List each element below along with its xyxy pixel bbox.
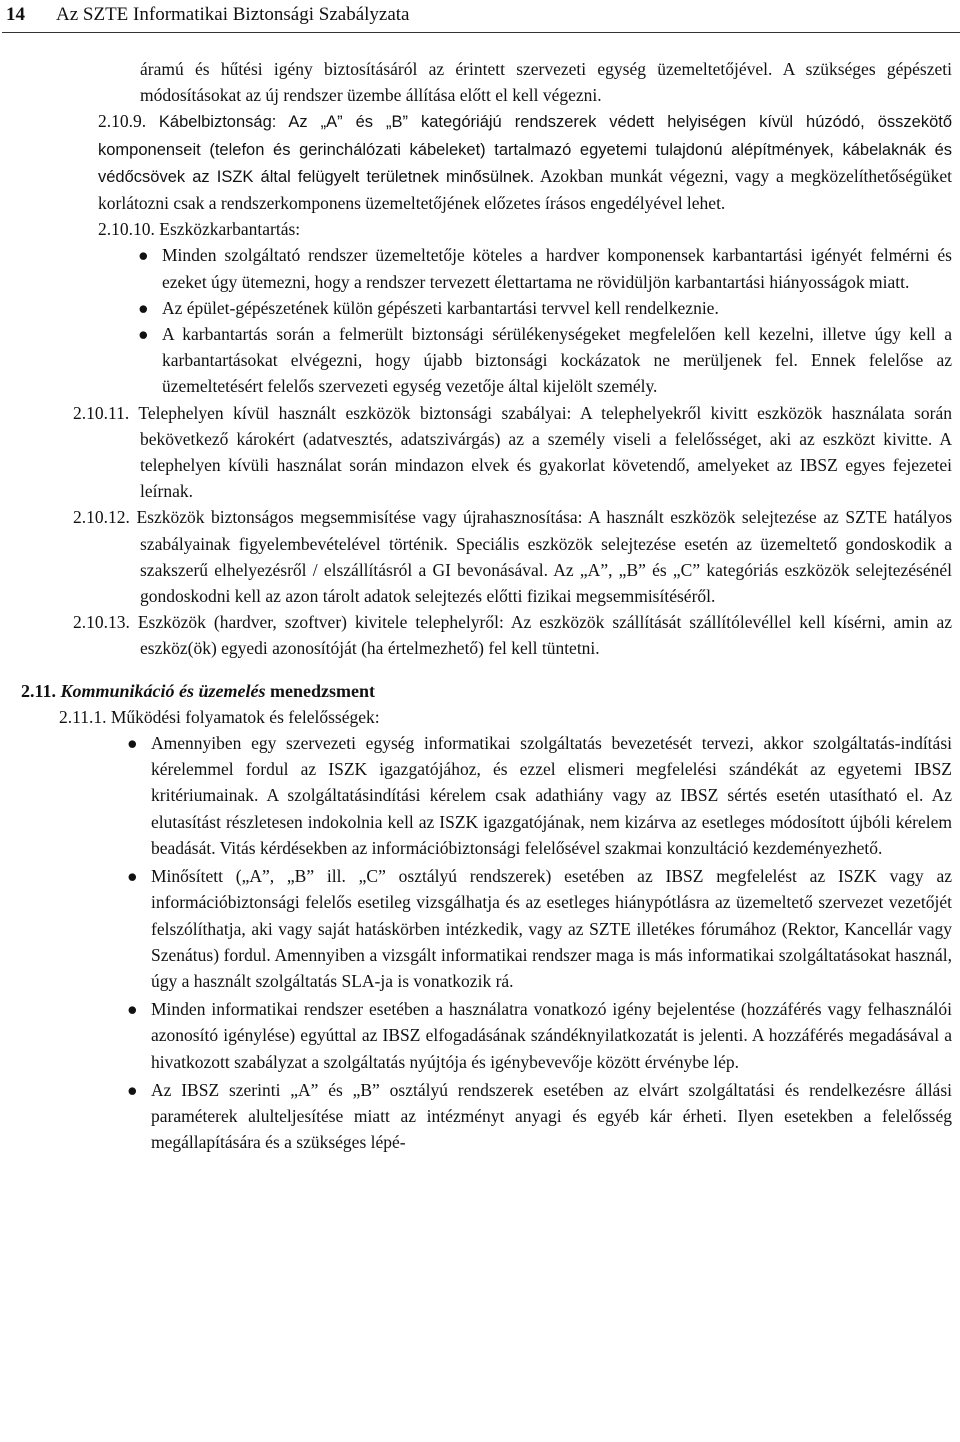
section-2-10-9 xyxy=(98,108,952,216)
list-item xyxy=(127,996,952,1075)
page-number: 14 xyxy=(6,4,25,25)
page-content xyxy=(0,56,960,1155)
list-item xyxy=(138,242,952,294)
page-header xyxy=(0,0,960,36)
section-text: Eszközök biztonságos megsemmisítése vagy újrahasznosítása: A használt eszközök selejtezése az SZTE hatályos szabályainak figyelembevételével történik. Speciális eszközök selejtezése esetén az üzemeltető gondoskodik a szakszerű elhelyezésről / elszállításról a GI bevonásával. Az „A”, „B” és „C” kategóriás eszközök selejtezésénél gondoskodni kell az azon tárolt adatok selejtezés előtti fizikai megsemmisítéséről. xyxy=(136,507,953,607)
section-text-b: Azokban munkát végezni, vagy a megközelíthetőségüket korlátozni csak a rendszerkomponens üzemeltetőjének előzetes írásos engedélyével lehet. xyxy=(98,165,952,214)
section-number: 2.10.12. xyxy=(73,507,130,528)
heading-title-italic: Kommunikáció és üzemelés xyxy=(60,680,266,701)
bullet-icon: ● xyxy=(138,245,149,266)
list-item xyxy=(127,863,952,994)
bullet-icon: ● xyxy=(127,999,138,1020)
section-2-10-10 xyxy=(98,216,952,242)
bullet-icon: ● xyxy=(127,733,138,754)
section-number: 2.10.10. xyxy=(98,219,155,240)
bullet-text: Az IBSZ szerinti „A” és „B” osztályú rendszerek esetében az elvárt szolgáltatási és rendelkezésre állási paraméterek alulteljesítése miatt az intézményt anyagi és egyéb kár érheti. Ilyen esetekben a felelősség megállapítására és a szükséges lépé- xyxy=(151,1079,952,1153)
bullet-text: Az épület-gépészetének külön gépészeti karbantartási tervvel kell rendelkeznie. xyxy=(162,297,719,318)
subsection-number: 2.11.1. xyxy=(59,706,107,727)
section-number: 2.10.9. xyxy=(98,111,147,132)
intro-paragraph xyxy=(140,56,952,108)
bullet-icon: ● xyxy=(138,324,149,345)
bullet-text: A karbantartás során a felmerült biztonsági sérülékenységeket megfelelően kell kezelni, illetve úgy kell a karbantartásokat elvégezni, hogy újabb biztonsági kockázatok ne merüljenek fel. Ennek felelőse az üzemeltetésért felelős szervezeti egység vezetője által kijelölt személy. xyxy=(162,324,952,397)
bullet-text: Minősített („A”, „B” ill. „C” osztályú rendszerek) esetében az IBSZ megfelelést az ISZK vagy az információbiztonsági felelős esetileg vizsgálhatja és az esetleges hiánypótlásra az üzemeltető szervezet vezetőjét felszólíthatja, aki vagy saját hatáskörben intézkedik, vagy az SZTE illetékes fórumához (Rektor, Kancellár vagy Szenátus) fordul. Amennyiben a vizsgált informatikai rendszer maga is más informatikai szolgáltatásokat használ, úgy a használt szolgáltatás SLA-ja is vonatkozik rá. xyxy=(151,866,952,991)
section-number: 2.10.13. xyxy=(73,612,130,633)
section-title: Eszközkarbantartás: xyxy=(159,219,301,240)
heading-number: 2.11. xyxy=(21,680,57,701)
bullet-text: Amennyiben egy szervezeti egység informatikai szolgáltatás bevezetését tervezi, akkor szolgáltatás-indítási kérelemmel fordul az ISZK igazgatójához, és ezzel elismeri megfelelési szándékát az egyetemi IBSZ kritériumainak. A szolgáltatásindítási kérelem csak adathiány vagy az IBSZ sértés esetén utasítható el. Az elutasítást részletesen indokolnia kell az ISZK igazgatójának, nem kizárva az esetleges módosított újbóli kérelem beadását. Vitás kérdésekben az információbiztonsági felelősével szakmai konzultáció kezdeményezhető. xyxy=(151,733,952,858)
section-text: Telephelyen kívül használt eszközök biztonsági szabályai: A telephelyekről kivitt eszközök használata során bekövetkező károkért (adatvesztés, adatszivárgás) az a személy viseli a felelősséget, aki az eszközt kivitte. A telephelyen kívüli használat során mindazon elvek és gyakorlat követendő, amelyeket az IBSZ egyes fejezetei leírnak. xyxy=(138,402,952,502)
section-number: 2.10.11. xyxy=(73,402,130,423)
list-item xyxy=(127,730,952,861)
section-2-10-11 xyxy=(73,400,952,505)
bullet-icon: ● xyxy=(138,297,149,318)
section-heading-2-11 xyxy=(21,678,960,704)
list-item xyxy=(138,321,952,400)
bullet-text: Minden informatikai rendszer esetében a használatra vonatkozó igény bejelentése (hozzáférés vagy felhasználói azonosító igénylése) egyúttal az IBSZ elfogadásának szándéknyilatkozatát is jelenti. A hozzáférés megadásával a hivatkozott szabályzat a szolgáltatás nyújtója és igénybevevője között érvénybe lép. xyxy=(151,999,952,1072)
section-text: Eszközök (hardver, szoftver) kivitele telephelyről: Az eszközök szállítását szállítólevéllel kell kísérni, amin az eszköz(ök) egyedi azonosítóját (ha értelmezhető) fel kell tüntetni. xyxy=(137,612,952,659)
subsection-2-11-1 xyxy=(59,704,960,730)
bullet-text: Minden szolgáltató rendszer üzemeltetője köteles a hardver komponensek karbantartási igényét felmérni és ezeket úgy ütemezni, hogy a rendszer tervezett élettartama ne rövidüljön karbantartási hiányosságok miatt. xyxy=(162,245,952,292)
intro-text: áramú és hűtési igény biztosításáról az érintett szervezeti egység üzemeltetőjével. A szükséges gépészeti módosításokat az új rendszer üzembe állítása előtt el kell végezni. xyxy=(140,59,952,106)
bullet-icon: ● xyxy=(127,1079,138,1100)
section-2-10-12 xyxy=(73,504,953,609)
running-title: Az SZTE Informatikai Biztonsági Szabályzata xyxy=(56,4,410,25)
list-item xyxy=(138,295,952,321)
bullet-icon: ● xyxy=(127,866,138,887)
subsection-title: Működési folyamatok és felelősségek: xyxy=(110,706,380,727)
heading-title-rest: menedzsment xyxy=(270,680,376,701)
list-item xyxy=(127,1077,952,1156)
section-2-10-13 xyxy=(73,609,952,661)
header-rule xyxy=(2,32,960,33)
section-text-a: Kábelbiztonság: Az „A” és „B” kategóriájú rendszerek védett helyiségen kívül húzódó, összekötő komponenseit (telefon és gerinchálózati kábeleket) tartalmazó egyetemi tulajdonú alépítmények, kábelaknák és védőcsövek az ISZK által felügyelt területnek minősülnek. xyxy=(98,113,953,186)
